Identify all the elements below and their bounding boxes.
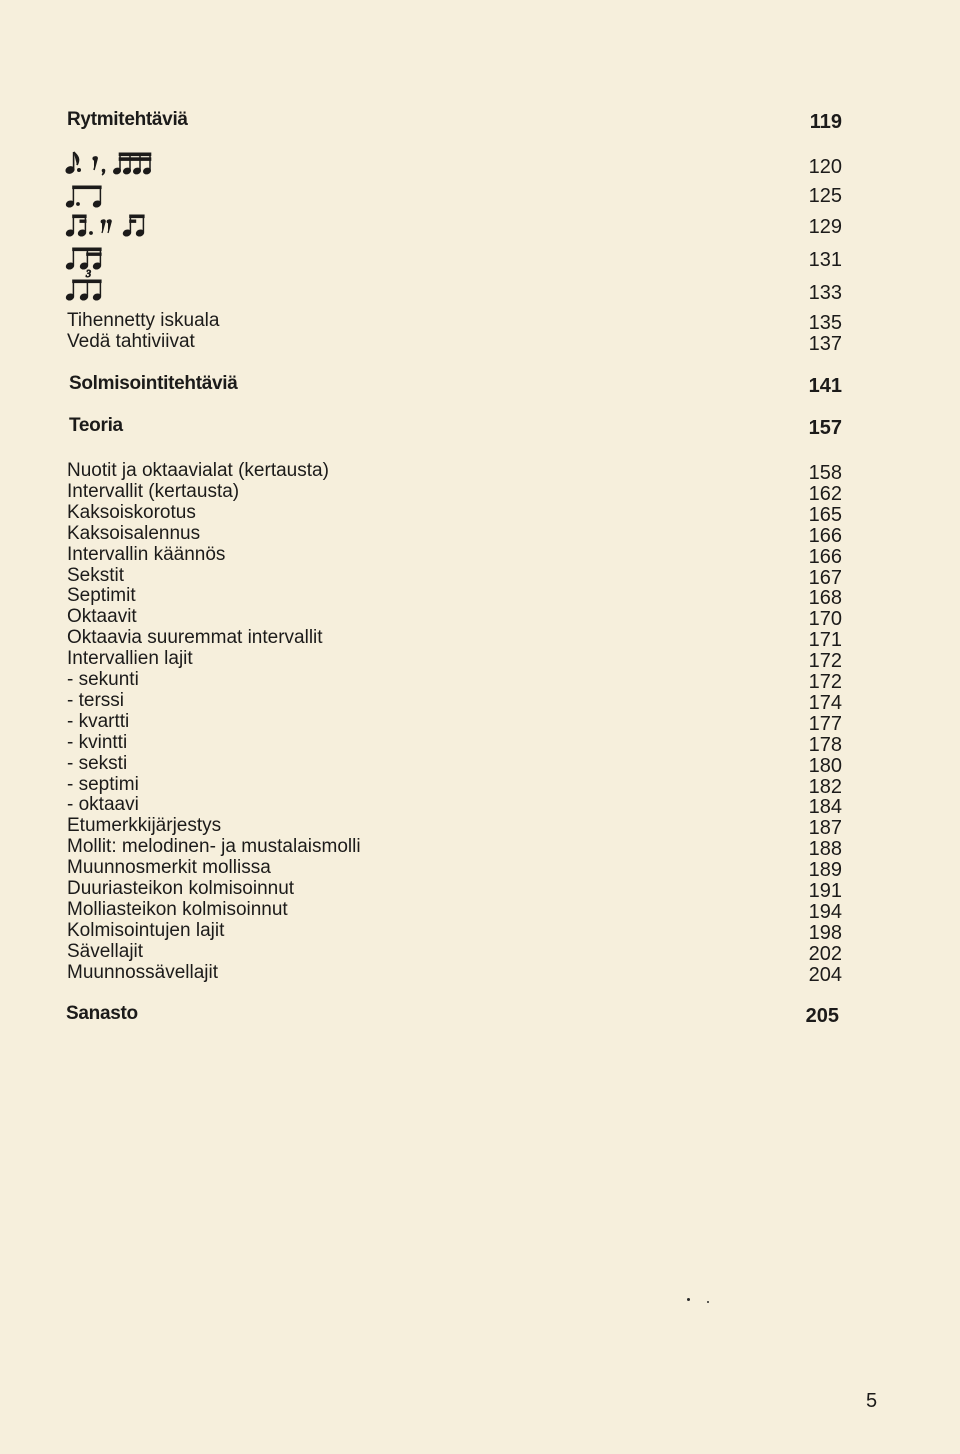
toc-page: 166 <box>808 545 842 568</box>
toc-row <box>0 753 960 775</box>
heading-page: 141 <box>808 375 842 397</box>
paper-speck <box>687 1298 690 1301</box>
toc-page: 188 <box>808 838 842 861</box>
toc-row <box>0 899 960 921</box>
toc-row <box>0 815 960 840</box>
toc-page: 168 <box>808 587 842 610</box>
toc-row <box>0 836 960 861</box>
toc-heading-rytmitehtavia <box>0 109 960 131</box>
heading-title: Sanasto <box>66 1003 138 1024</box>
toc-page: 120 <box>808 156 842 178</box>
toc-label: Kaksoiskorotus <box>67 501 196 523</box>
toc-row-rhythm-2 <box>0 185 960 207</box>
toc-row <box>0 502 960 524</box>
toc-page: 204 <box>808 963 842 986</box>
toc-row <box>0 481 960 503</box>
toc-row <box>0 565 960 587</box>
toc-row-rhythm-1 <box>0 156 960 178</box>
toc-label: Kolmisointujen lajit <box>67 919 225 941</box>
toc-label: Intervallin käännös <box>67 543 226 565</box>
toc-label: - kvartti <box>67 710 130 732</box>
toc-page: 129 <box>808 216 842 238</box>
heading-page: 157 <box>808 417 842 439</box>
toc-row <box>0 460 960 482</box>
heading-page: 205 <box>805 1005 839 1027</box>
toc-label: Muunnossävellajit <box>67 961 219 983</box>
toc-row <box>0 310 960 332</box>
triplet-number: 3 <box>86 269 91 280</box>
toc-label: - septimi <box>67 773 139 795</box>
toc-page: 131 <box>808 249 842 271</box>
toc-label: Tihennetty iskuala <box>67 310 220 331</box>
toc-page: 180 <box>808 754 842 777</box>
toc-page: 174 <box>808 691 842 714</box>
toc-page: 172 <box>808 650 842 673</box>
toc-row <box>0 794 960 819</box>
toc-page: 162 <box>808 482 842 505</box>
toc-row <box>0 648 960 673</box>
page-number: 5 <box>866 1390 878 1412</box>
toc-label: Intervallien lajit <box>67 648 193 670</box>
toc-row-rhythm-5 <box>0 282 960 304</box>
toc-row <box>0 669 960 691</box>
toc-row <box>0 544 960 566</box>
toc-page: 125 <box>808 185 842 207</box>
toc-page: 198 <box>808 921 842 944</box>
heading-title: Rytmitehtäviä <box>67 109 188 130</box>
heading-page: 119 <box>809 111 842 133</box>
toc-label: Muunnosmerkit mollissa <box>67 857 271 879</box>
toc-label: - oktaavi <box>67 794 139 816</box>
toc-label: Sävellajit <box>67 940 144 962</box>
toc-label: Duuriasteikon kolmisoinnut <box>67 878 295 899</box>
toc-page: 166 <box>808 524 842 547</box>
toc-label: Mollit: melodinen- ja mustalaismolli <box>67 836 361 858</box>
toc-label: - kvintti <box>67 731 128 753</box>
toc-page: 137 <box>808 333 842 355</box>
toc-heading-solmisointitehtavia <box>0 373 960 395</box>
toc-label: Kaksoisalennus <box>67 522 201 544</box>
toc-label: Nuotit ja oktaavialat (kertausta) <box>67 460 329 481</box>
toc-page: 191 <box>808 880 842 902</box>
toc-page: 165 <box>808 503 842 526</box>
toc-row <box>0 857 960 882</box>
toc-label: Intervallit (kertausta) <box>67 480 240 502</box>
toc-heading-teoria <box>0 415 960 437</box>
toc-page: 177 <box>808 712 842 735</box>
toc-label: Etumerkkijärjestys <box>67 815 222 837</box>
toc-page: 170 <box>808 608 842 631</box>
toc-row <box>0 606 960 631</box>
toc-page: 194 <box>808 900 842 923</box>
heading-title: Solmisointitehtäviä <box>69 373 238 394</box>
toc-label: - terssi <box>67 689 124 711</box>
toc-label: Sekstit <box>67 564 125 586</box>
toc-row <box>0 920 960 942</box>
toc-page: 187 <box>808 817 842 840</box>
paper-speck <box>707 1301 709 1303</box>
toc-row <box>0 627 960 652</box>
toc-page: 182 <box>808 775 842 798</box>
toc-row <box>0 774 960 796</box>
toc-page: 184 <box>808 796 842 819</box>
toc-row <box>0 585 960 610</box>
toc-label: - seksti <box>67 752 128 774</box>
toc-row <box>0 732 960 754</box>
toc-page: 202 <box>808 942 842 965</box>
toc-label: Septimit <box>67 585 136 607</box>
toc-row <box>0 523 960 545</box>
toc-page: 172 <box>808 671 842 693</box>
toc-row <box>0 962 960 984</box>
heading-title: Teoria <box>69 415 123 436</box>
toc-page: 167 <box>808 566 842 589</box>
toc-row <box>0 711 960 733</box>
toc-page: 178 <box>808 733 842 756</box>
toc-heading-sanasto <box>0 1003 960 1025</box>
toc-label: - sekunti <box>67 669 139 690</box>
toc-page: 158 <box>808 462 842 484</box>
toc-row <box>0 878 960 900</box>
toc-page: 133 <box>808 282 842 304</box>
toc-row-rhythm-3 <box>0 216 960 238</box>
toc-row <box>0 331 960 353</box>
toc-row-rhythm-4 <box>0 249 960 271</box>
toc-page: 189 <box>808 859 842 882</box>
toc-row <box>0 941 960 963</box>
toc-row <box>0 690 960 712</box>
toc-label: Molliasteikon kolmisoinnut <box>67 898 288 920</box>
toc-page: 135 <box>808 312 842 334</box>
toc-label: Vedä tahtiviivat <box>67 331 195 352</box>
toc-page: 171 <box>808 629 842 652</box>
toc-label: Oktaavia suuremmat intervallit <box>67 627 323 649</box>
toc-label: Oktaavit <box>67 606 137 628</box>
